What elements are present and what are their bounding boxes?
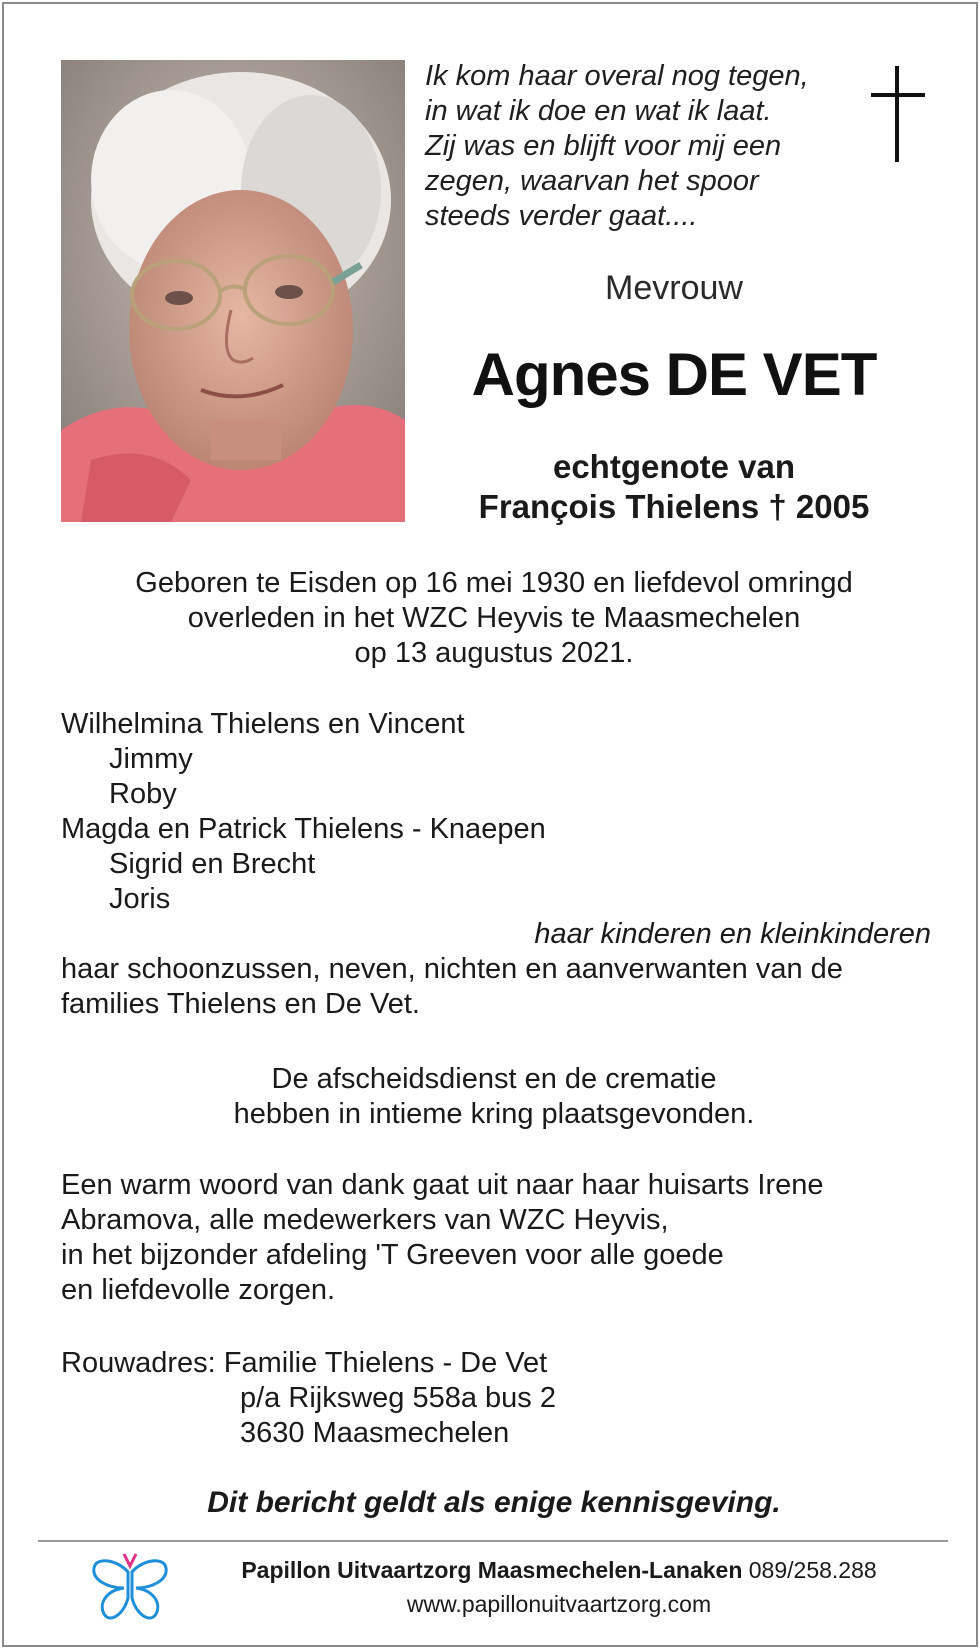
ceremony-line: hebben in intieme kring plaatsgevonden. [233,1098,755,1130]
spouse-line-1: echtgenote van [552,448,796,485]
thanks-line: en liefdevolle zorgen. [61,1274,336,1306]
family-others: families Thielens en De Vet. [61,988,420,1020]
poem-line: zegen, waarvan het spoor [425,165,759,197]
divider [38,1540,948,1542]
company-phone: 089/258.288 [742,1557,877,1583]
thanks-line: in het bijzonder afdeling 'T Greeven voor alle goede [61,1239,724,1271]
deceased-name: Agnes DE VET [471,341,877,408]
spouse-info [424,447,924,527]
butterfly-logo-icon [90,1552,170,1624]
family-member: Roby [109,778,177,810]
company-name: Papillon Uitvaartzorg Maasmechelen-Lanaken [241,1557,743,1583]
portrait-photo [61,60,405,522]
family-member: Joris [109,883,171,915]
born-line: op 13 augustus 2021. [354,637,634,669]
ceremony-info [44,1062,944,1132]
salutation: Mevrouw [605,269,743,307]
family-others: haar schoonzussen, neven, nichten en aanverwanten van de [61,953,843,985]
poem-line: Zij was en blijft voor mij een [425,130,782,162]
family-member: Wilhelmina Thielens en Vincent [61,708,465,740]
footer-contact [184,1557,934,1584]
family-caption: haar kinderen en kleinkinderen [534,918,931,950]
thanks-line: Een warm woord van dank gaat uit naar haar huisarts Irene [61,1169,824,1201]
family-list [61,707,931,1022]
address-street: p/a Rijksweg 558a bus 2 [240,1382,556,1414]
portrait-illustration [61,60,405,522]
poem-line: Ik kom haar overal nog tegen, [425,60,809,92]
spouse-line-2: François Thielens † 2005 [478,488,870,525]
funeral-home-footer [184,1557,934,1618]
address-label-line: Rouwadres: Familie Thielens - De Vet [61,1347,548,1379]
cross-icon [869,66,927,162]
company-website[interactable]: www.papillonuitvaartzorg.com [406,1591,712,1617]
ceremony-line: De afscheidsdienst en de crematie [271,1063,717,1095]
poem [425,59,845,234]
obituary-card [2,2,978,1647]
birth-death-info [44,566,944,671]
born-line: Geboren te Eisden op 16 mei 1930 en liefdevol omringd [135,567,853,599]
poem-line: in wat ik doe en wat ik laat. [425,95,772,127]
notice: Dit bericht geldt als enige kennisgeving. [207,1486,781,1519]
family-member: Sigrid en Brecht [109,848,316,880]
born-line: overleden in het WZC Heyvis te Maasmechelen [187,602,801,634]
thanks-line: Abramova, alle medewerkers van WZC Heyvis, [61,1204,669,1236]
thanks-text [61,1168,941,1308]
poem-line: steeds verder gaat.... [425,200,698,232]
mourning-address [61,1346,556,1451]
family-member: Jimmy [109,743,193,775]
family-member: Magda en Patrick Thielens - Knaepen [61,813,546,845]
address-city: 3630 Maasmechelen [240,1417,510,1449]
